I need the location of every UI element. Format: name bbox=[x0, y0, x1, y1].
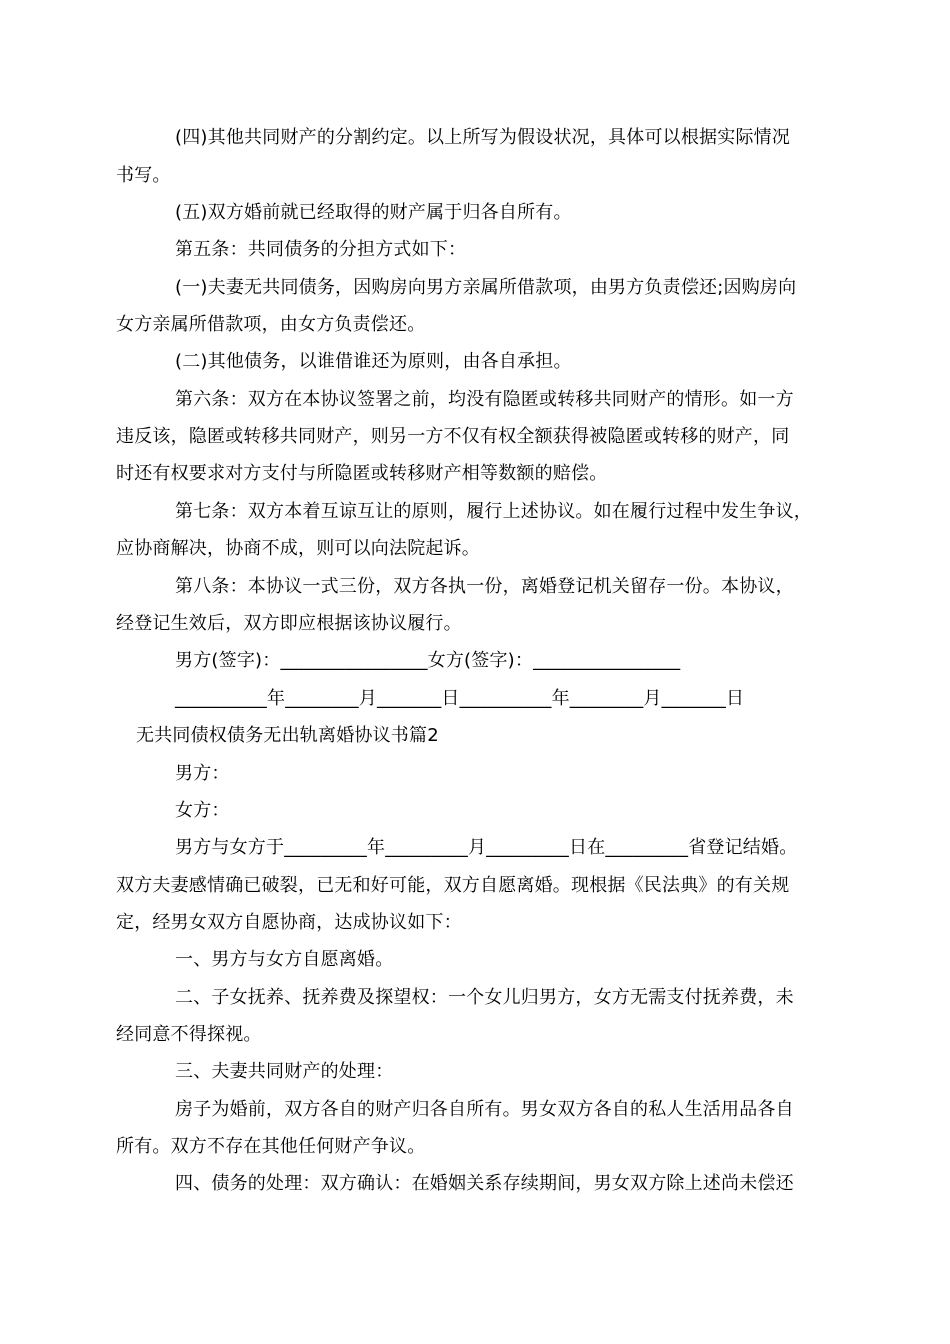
signature-line: 男方(签字)：________________女方(签字)：________________ bbox=[175, 650, 681, 671]
text-line: 女方亲属所借款项，由女方负责偿还。 bbox=[116, 314, 426, 335]
section-heading: 无共同债权债务无出轨离婚协议书篇2 bbox=[136, 725, 439, 746]
text-line: 时还有权要求对方支付与所隐匿或转移财产相等数额的赔偿。 bbox=[116, 463, 608, 484]
text-line: 三、夫妻共同财产的处理： bbox=[175, 1061, 394, 1082]
text-line: (四)其他共同财产的分割约定。以上所写为假设状况，具体可以根据实际情况 bbox=[175, 127, 791, 148]
text-line: 一、男方与女方自愿离婚。 bbox=[175, 949, 394, 970]
text-line: 二、子女抚养、抚养费及探望权：一个女儿归男方，女方无需支付抚养费，未 bbox=[175, 987, 794, 1008]
text-line: 男方与女方于_________年_________月_________日在_________省登记结婚。 bbox=[175, 837, 798, 858]
text-line: (五)双方婚前就已经取得的财产属于归各自所有。 bbox=[175, 202, 572, 223]
text-line: 女方： bbox=[175, 800, 230, 821]
text-line: 定，经男女双方自愿协商，达成协议如下： bbox=[116, 912, 462, 933]
text-line: 第六条：双方在本协议签署之前，均没有隐匿或转移共同财产的情形。如一方 bbox=[175, 389, 794, 410]
text-line: 房子为婚前，双方各自的财产归各自所有。男女双方各自的私人生活用品各自 bbox=[175, 1099, 794, 1120]
text-line: 双方夫妻感情确已破裂，已无和好可能，双方自愿离婚。现根据《民法典》的有关规 bbox=[116, 875, 790, 896]
text-line: (二)其他债务，以谁借谁还为原则，由各自承担。 bbox=[175, 351, 572, 372]
text-line: 经同意不得探视。 bbox=[116, 1024, 262, 1045]
text-line: (一)夫妻无共同债务，因购房向男方亲属所借款项，由男方负责偿还;因购房向 bbox=[175, 277, 797, 298]
text-line: 所有。双方不存在其他任何财产争议。 bbox=[116, 1136, 426, 1157]
text-line: 四、债务的处理：双方确认：在婚姻关系存续期间，男女双方除上述尚未偿还 bbox=[175, 1173, 794, 1194]
text-line: 第八条：本协议一式三份，双方各执一份，离婚登记机关留存一份。本协议， bbox=[175, 576, 794, 597]
text-line: 第七条：双方本着互谅互让的原则，履行上述协议。如在履行过程中发生争议， bbox=[175, 501, 812, 522]
text-line: 男方： bbox=[175, 763, 230, 784]
text-line: 经登记生效后，双方即应根据该协议履行。 bbox=[116, 613, 462, 634]
text-line: 书写。 bbox=[116, 165, 171, 186]
text-line: 第五条：共同债务的分担方式如下： bbox=[175, 239, 467, 260]
text-line: 应协商解决，协商不成，则可以向法院起诉。 bbox=[116, 538, 480, 559]
date-line: __________年________月_______日__________年________月_______日 bbox=[175, 688, 745, 709]
text-line: 违反该，隐匿或转移共同财产，则另一方不仅有权全额获得被隐匿或转移的财产，同 bbox=[116, 426, 790, 447]
